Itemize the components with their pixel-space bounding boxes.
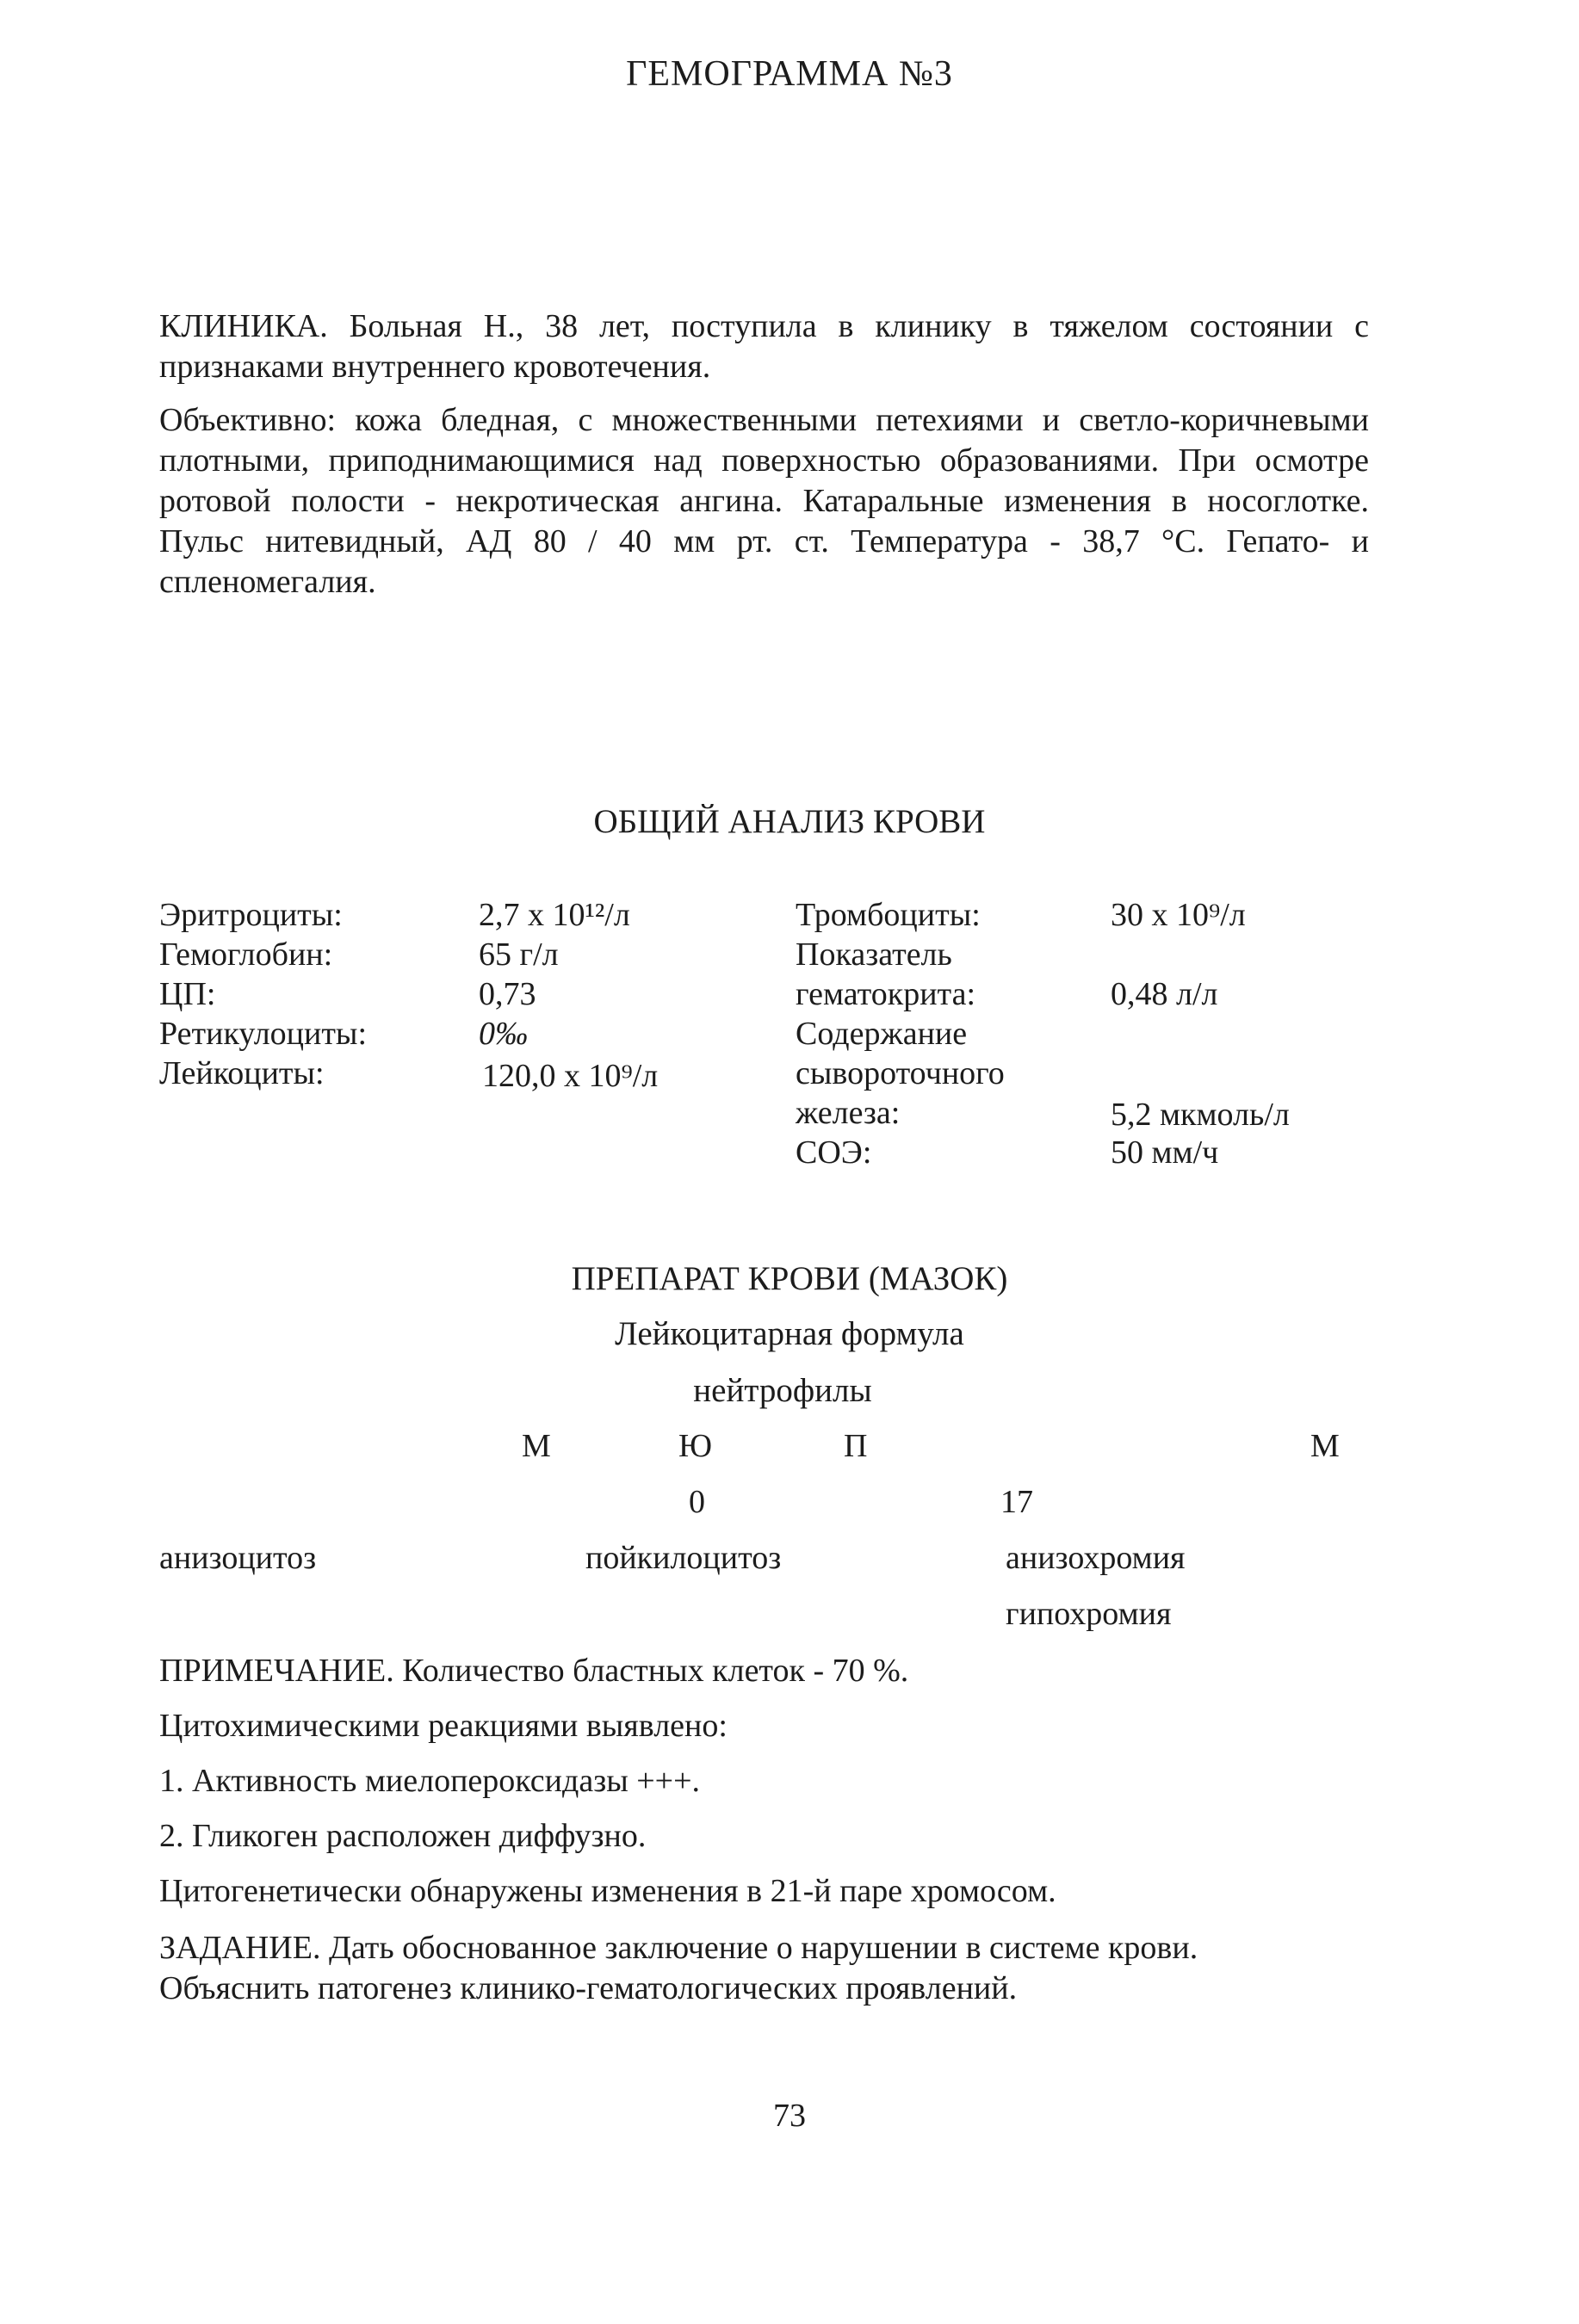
blood-test-value: 0‰: [479, 1016, 528, 1052]
formula-column-header: П: [844, 1428, 868, 1464]
smear-finding: пойкилоцитоз: [585, 1540, 782, 1576]
blood-test-label: железа:: [796, 1095, 901, 1131]
objective-line: Объективно: кожа бледная, с множественными петехиями и светло-коричневыми: [159, 402, 1369, 438]
formula-value: 17: [1000, 1484, 1033, 1520]
blood-test-label: Ретикулоциты:: [159, 1016, 368, 1052]
smear-finding: анизохромия: [1006, 1540, 1186, 1576]
blood-test-label: гематокрита:: [796, 976, 976, 1012]
objective-line: плотными, приподнимающимися над поверхностью образованиями. При осмотре: [159, 442, 1369, 479]
task-paragraph: [159, 1928, 1369, 2009]
blood-test-value: 50 мм/ч: [1111, 1134, 1219, 1171]
note-line: Цитохимическими реакциями выявлено:: [159, 1708, 728, 1744]
blood-test-label: Гемоглобин:: [159, 936, 333, 973]
blood-test-heading: ОБЩИЙ АНАЛИЗ КРОВИ: [593, 803, 986, 840]
formula-column-header: Ю: [678, 1428, 713, 1464]
document-title: ГЕМОГРАММА №3: [626, 54, 953, 94]
blood-test-label: Содержание: [796, 1016, 968, 1052]
smear-heading: ПРЕПАРАТ КРОВИ (МАЗОК): [571, 1260, 1008, 1297]
objective-line: ротовой полости - некротическая ангина. Катаральные изменения в носоглотке.: [159, 483, 1369, 519]
clinic-line: признаками внутреннего кровотечения.: [159, 349, 711, 385]
blood-test-value: 65 г/л: [479, 936, 559, 973]
blood-test-value: 2,7 х 10¹²/л: [479, 897, 630, 933]
smear-subheading: Лейкоцитарная формула: [615, 1315, 964, 1352]
objective-line: Пульс нитевидный, АД 80 / 40 мм рт. ст. Температура - 38,7 °С. Гепато- и: [159, 523, 1369, 559]
clinic-line: КЛИНИКА. Больная Н., 38 лет, поступила в клинику в тяжелом состоянии с: [159, 308, 1369, 344]
task-line: ЗАДАНИЕ. Дать обоснованное заключение о нарушении в системе крови.: [159, 1930, 1198, 1966]
objective-paragraph: [159, 400, 1369, 603]
smear-group-label: нейтрофилы: [693, 1372, 872, 1409]
blood-test-value: 0,48 л/л: [1111, 976, 1218, 1012]
formula-column-header: М: [522, 1428, 551, 1464]
page-number: 73: [773, 2098, 806, 2134]
blood-test-value: 5,2 мкмоль/л: [1111, 1097, 1290, 1133]
blood-test-label: Тромбоциты:: [796, 897, 981, 933]
blood-test-label: Показатель: [796, 936, 952, 973]
blood-test-value: 0,73: [479, 976, 536, 1012]
formula-column-header: М: [1310, 1428, 1340, 1464]
blood-test-label: СОЭ:: [796, 1134, 872, 1171]
blood-test-value: 120,0 х 10⁹/л: [482, 1058, 659, 1094]
task-line: Объяснить патогенез клинико-гематологических проявлений.: [159, 1970, 1018, 2006]
blood-test-label: ЦП:: [159, 976, 216, 1012]
blood-test-value: 30 х 10⁹/л: [1111, 897, 1246, 933]
note-line: ПРИМЕЧАНИЕ. Количество бластных клеток - 70 %.: [159, 1653, 909, 1689]
clinic-paragraph: [159, 306, 1369, 387]
smear-finding: анизоцитоз: [159, 1540, 317, 1576]
note-line: 2. Гликоген расположен диффузно.: [159, 1818, 647, 1854]
smear-finding: гипохромия: [1006, 1596, 1172, 1632]
blood-test-label: сывороточного: [796, 1055, 1005, 1091]
blood-test-label: Эритроциты:: [159, 897, 343, 933]
blood-test-label: Лейкоциты:: [159, 1055, 325, 1091]
objective-line: спленомегалия.: [159, 564, 376, 600]
note-line: 1. Активность миелопероксидазы +++.: [159, 1763, 701, 1799]
note-line: Цитогенетически обнаружены изменения в 21-й паре хромосом.: [159, 1873, 1056, 1909]
formula-value: 0: [689, 1484, 705, 1520]
